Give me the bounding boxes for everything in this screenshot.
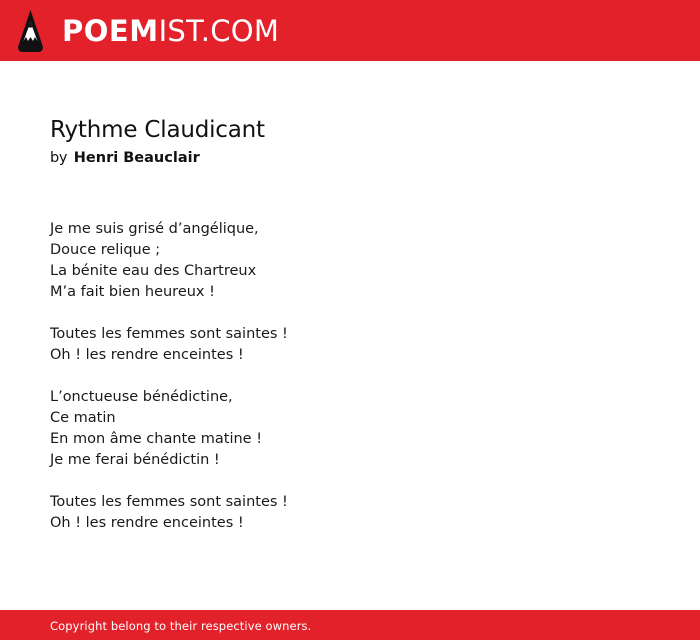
poem-line: Oh ! les rendre enceintes !	[50, 347, 244, 363]
site-logo-text	[62, 13, 280, 48]
stanza	[50, 387, 650, 471]
poem-line: Toutes les femmes sont saintes !	[50, 326, 288, 342]
poem-title: Rythme Claudicant	[50, 117, 265, 143]
poem-line: Ce matin	[50, 410, 116, 426]
stanza	[50, 324, 650, 366]
poem-line: Toutes les femmes sont saintes !	[50, 494, 288, 510]
stanza	[50, 219, 650, 303]
poem-line: Je me suis grisé d’angélique,	[50, 221, 259, 237]
site-logo-link[interactable]	[17, 9, 279, 53]
poem-line: Douce relique ;	[50, 242, 161, 258]
pencil-tip-icon	[17, 10, 44, 52]
logo-light-text: IST.COM	[158, 13, 280, 48]
poem-byline	[50, 150, 200, 166]
copyright-text: Copyright belong to their respective owners.	[50, 619, 312, 633]
site-header	[0, 0, 700, 61]
logo-bold-text: POEM	[62, 13, 159, 48]
poem-body	[50, 219, 650, 555]
stanza	[50, 492, 650, 534]
poem-line: L’onctueuse bénédictine,	[50, 389, 233, 405]
poem-line: M’a fait bien heureux !	[50, 284, 215, 300]
author-link[interactable]: Henri Beauclair	[73, 150, 200, 166]
site-footer	[0, 610, 700, 640]
poem-line: Oh ! les rendre enceintes !	[50, 515, 244, 531]
by-label: by	[50, 150, 68, 166]
poem-line: La bénite eau des Chartreux	[50, 263, 257, 279]
poem-line: Je me ferai bénédictin !	[50, 452, 220, 468]
poem-line: En mon âme chante matine !	[50, 431, 263, 447]
